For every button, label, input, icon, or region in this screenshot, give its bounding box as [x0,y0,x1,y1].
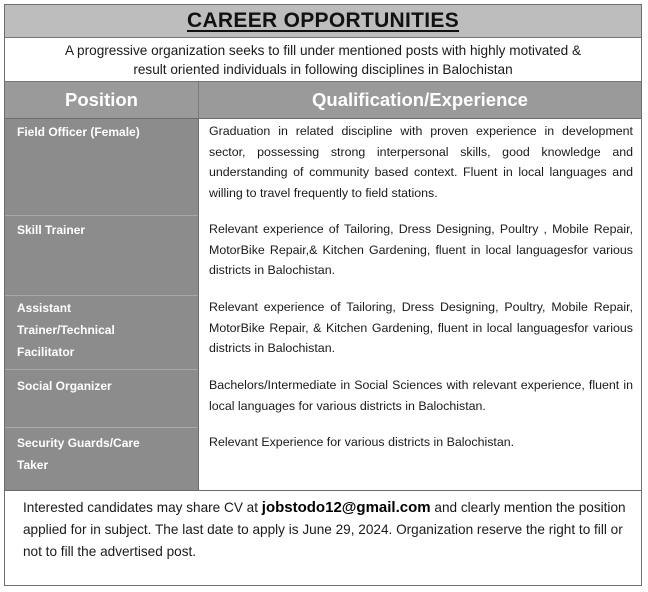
position-label: Trainer/Technical [17,323,115,337]
qualification-column-header: Qualification/Experience [312,89,528,110]
qualification-field-officer: Graduation in related discipline with proven experience in development sector, possessing strong interpersonal skills, good knowledge and understanding of community based context. Fluent in local languages and willing to travel frequently to field stations. [209,124,633,200]
application-instructions [5,490,641,563]
position-skill-trainer [17,219,190,241]
position-label: Skill Trainer [17,223,86,237]
row-divider [5,427,198,428]
position-label: Facilitator [17,345,75,359]
position-social-organizer [17,375,190,397]
qualification-security-guards: Relevant Experience for various districts in Balochistan. [209,435,515,449]
job-advertisement [4,4,642,586]
intro-text [5,38,641,82]
position-assistant-trainer [17,297,190,363]
intro-line-2: result oriented individuals in following disciplines in Balochistan [133,62,513,77]
position-label: Taker [17,458,49,472]
position-label: Social Organizer [17,379,112,393]
row-divider [5,369,198,370]
position-label: Security Guards/Care [17,436,140,450]
position-column [5,119,199,490]
row-divider [5,295,198,296]
position-security-guards [17,432,190,476]
table-header [5,82,641,119]
qualification-social-organizer: Bachelors/Intermediate in Social Sciences with relevant experience, fluent in local languages for various districts in Balochistan. [209,378,633,413]
qualification-assistant-trainer: Relevant experience of Tailoring, Dress Designing, Poultry, Mobile Repair, MotorBike Repair, & Kitchen Gardening, fluent in local languagesfor various districts in Balochistan. [209,300,633,355]
footer-text-after-email: and clearly mention the position applied for in subject. The last date to apply is June 29, 2024. Organization reserve the right to fill or not to fill the advertised post. [23,500,626,559]
positions-table [5,119,641,490]
qualification-column [199,119,641,490]
position-field-officer [17,121,190,143]
title-bar [5,5,641,38]
row-divider [5,215,198,216]
position-label: Field Officer (Female) [17,125,140,139]
position-column-header: Position [5,82,199,118]
ad-title: CAREER OPPORTUNITIES [186,9,460,32]
qualification-skill-trainer: Relevant experience of Tailoring, Dress Designing, Poultry , Mobile Repair, MotorBike Repair,& Kitchen Gardening, fluent in local languagesfor various districts in Balochistan. [209,222,633,277]
contact-email: jobstodo12@gmail.com [261,499,431,516]
footer-text-before-email: Interested candidates may share CV at [23,500,262,515]
intro-line-1: A progressive organization seeks to fill under mentioned posts with highly motivated & [64,43,582,58]
position-label: Assistant [17,301,72,315]
